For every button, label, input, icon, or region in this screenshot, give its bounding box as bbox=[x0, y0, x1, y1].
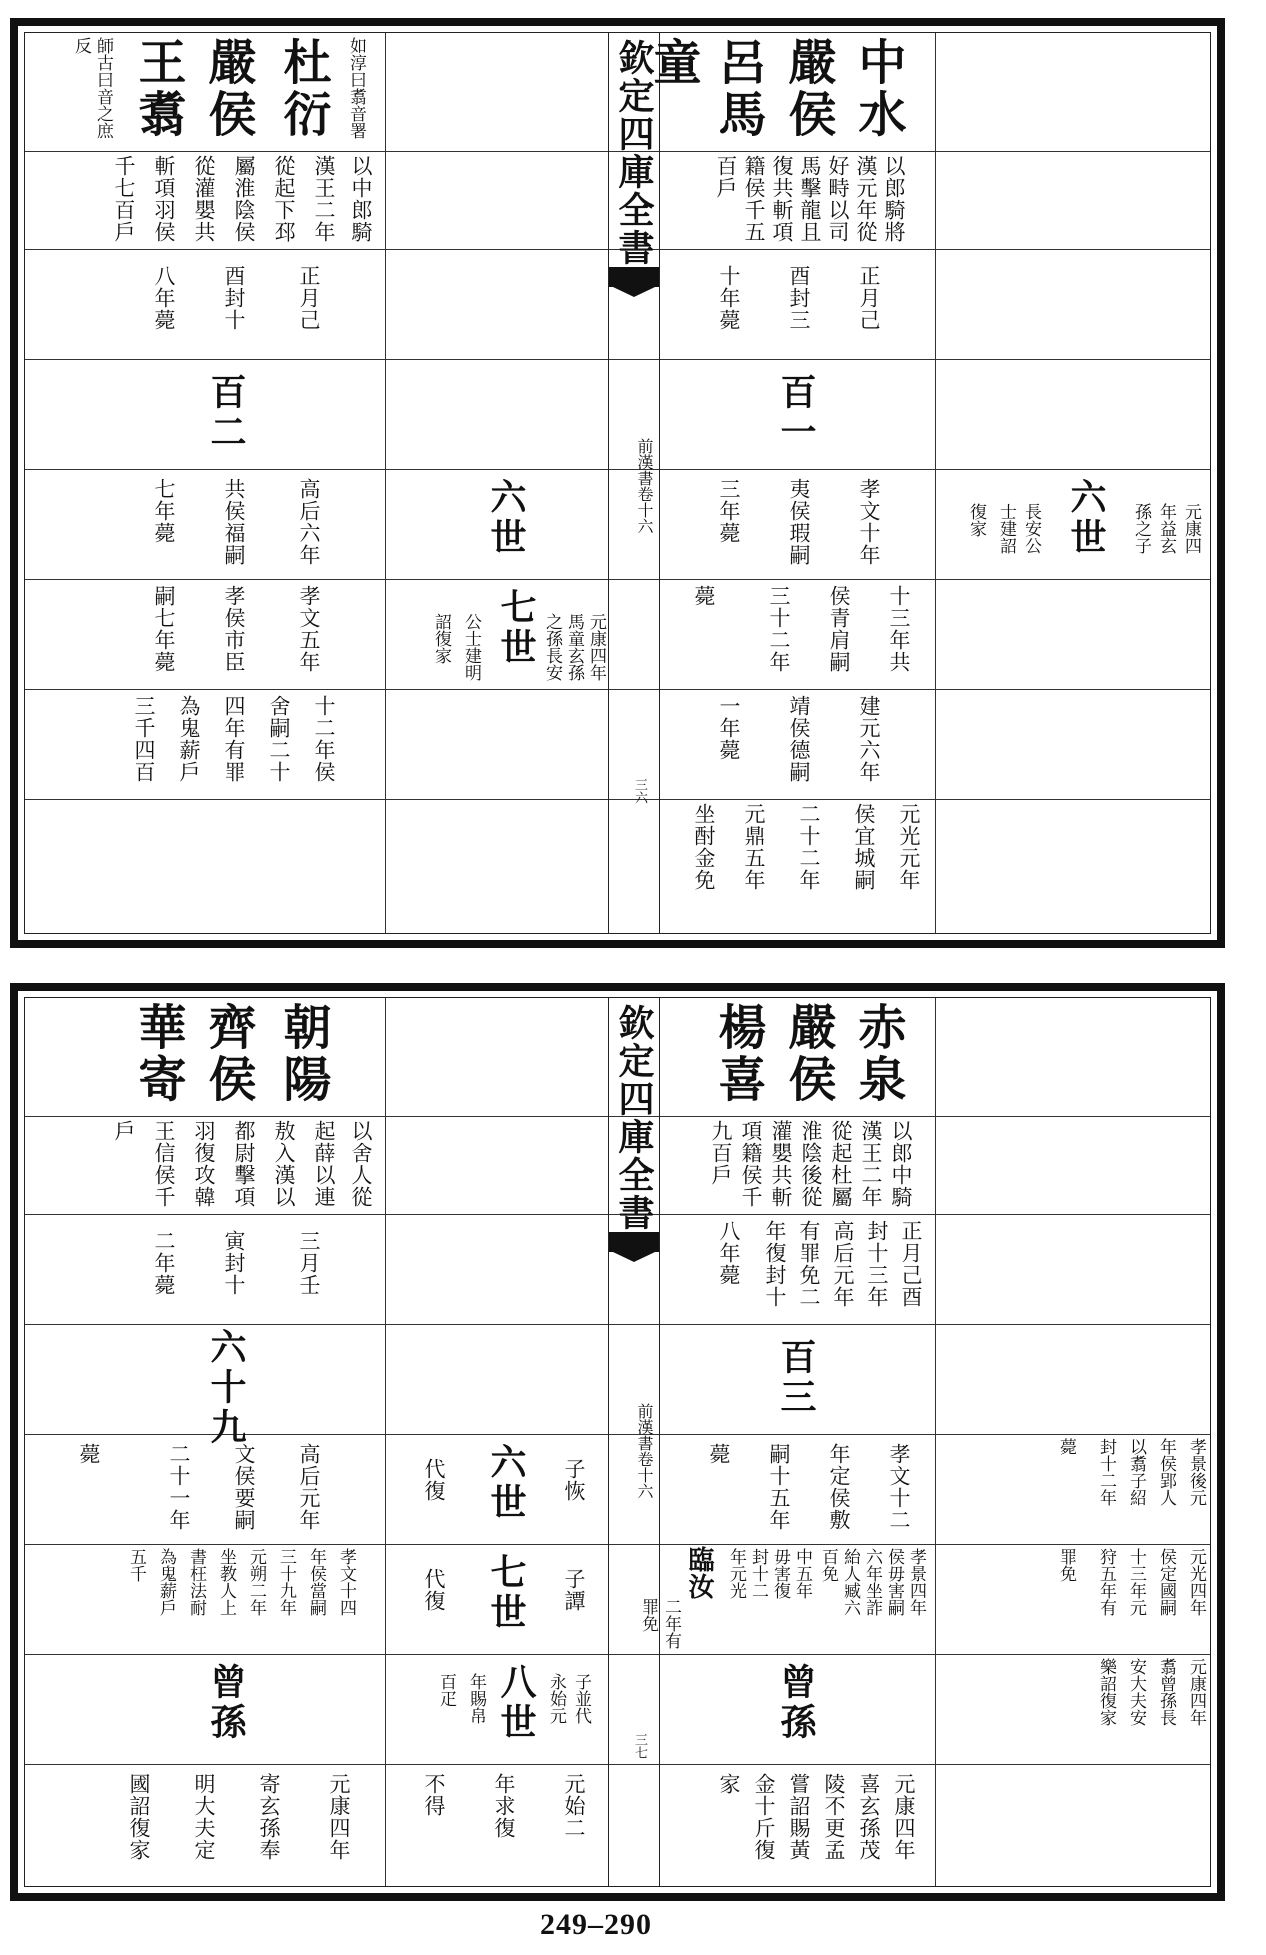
merit-line: 都尉擊項 bbox=[232, 1120, 256, 1208]
note-line: 不得 bbox=[422, 1773, 446, 1817]
heir-line: 高后六年 bbox=[297, 478, 321, 566]
merit-line: 百戶 bbox=[714, 155, 738, 199]
note-line: 嘗詔賜黃 bbox=[787, 1773, 811, 1861]
merit-line: 九百戶 bbox=[709, 1120, 733, 1186]
enfeoff-line: 酉封三 bbox=[787, 265, 811, 331]
heir-line: 孝文十四 bbox=[336, 1548, 356, 1616]
heir-line: 六年坐詐 bbox=[862, 1548, 882, 1616]
merit-line: 以郎騎將 bbox=[882, 155, 906, 243]
merit-line: 敖入漢以 bbox=[272, 1120, 296, 1208]
heir-line: 高后元年 bbox=[297, 1443, 321, 1531]
merit-line: 籍侯千五 bbox=[742, 155, 766, 243]
note-line: 元康四年 bbox=[1186, 1658, 1206, 1726]
generation-label: 六世 bbox=[485, 1443, 527, 1523]
heir-line: 年定侯敷 bbox=[827, 1443, 851, 1531]
note-line: 元始二 bbox=[562, 1773, 586, 1839]
posthumous-title: 齊侯 bbox=[200, 1002, 256, 1106]
heir-line: 元光四年 bbox=[1186, 1548, 1206, 1616]
merit-line: 好畤以司 bbox=[826, 155, 850, 243]
enfeoff-line: 十年薨 bbox=[717, 265, 741, 331]
heir-line: 年侯郢人 bbox=[1156, 1438, 1176, 1506]
merit-line: 千七百戶 bbox=[112, 155, 136, 243]
note-line: 安大夫安 bbox=[1126, 1658, 1146, 1726]
heir-line: 侯定國嗣 bbox=[1156, 1548, 1176, 1616]
note-line: 年求復 bbox=[492, 1773, 516, 1839]
posthumous-title: 嚴侯 bbox=[200, 37, 256, 141]
note-line: 元康四年 bbox=[892, 1773, 916, 1861]
note-line: 百疋 bbox=[436, 1673, 456, 1707]
book-title: 欽定四庫全書 bbox=[613, 39, 655, 267]
enfeoff-line: 酉封十 bbox=[222, 265, 246, 331]
enfeoff-line: 八年薨 bbox=[152, 265, 176, 331]
fish-tail-mark-icon bbox=[609, 267, 659, 287]
rank: 六十九 bbox=[205, 1328, 247, 1448]
enfeoff-line: 正月己酉 bbox=[899, 1220, 923, 1308]
fief-name: 赤泉 bbox=[850, 1002, 906, 1106]
merit-line: 以舍人從 bbox=[349, 1120, 373, 1208]
note-line: 金十斤復 bbox=[752, 1773, 776, 1861]
bottom-page-frame bbox=[24, 997, 1211, 1887]
merit-line: 王信侯千 bbox=[152, 1120, 176, 1208]
fief-name: 朝陽 bbox=[275, 1002, 331, 1106]
posthumous-title: 嚴侯 bbox=[780, 37, 836, 141]
heir-line: 元朔二年 bbox=[246, 1548, 266, 1616]
note-line: 代復 bbox=[422, 1568, 446, 1612]
note-line: 年賜帛 bbox=[466, 1673, 486, 1724]
heir-line: 孝文十二 bbox=[887, 1443, 911, 1531]
note-line: 二年有 bbox=[661, 1598, 681, 1649]
merit-line: 斬項羽侯 bbox=[152, 155, 176, 243]
merit-line: 灌嬰共斬 bbox=[769, 1120, 793, 1208]
note-line: 元康四年 bbox=[327, 1773, 351, 1861]
enfeoff-line: 高后元年 bbox=[831, 1220, 855, 1308]
fief-name: 中水 bbox=[850, 37, 906, 141]
enfeoff-line: 正月己 bbox=[297, 265, 321, 331]
name-note: 如淳曰翥音署 bbox=[346, 37, 366, 139]
person-name-cont: 童 bbox=[645, 37, 701, 89]
heir-line: 侯毋害嗣 bbox=[884, 1548, 904, 1616]
heir-line: 三千四百 bbox=[132, 695, 156, 783]
enfeoff-line: 正月己 bbox=[857, 265, 881, 331]
generation-label: 六世 bbox=[485, 478, 527, 558]
note-line: 寄玄孫奉 bbox=[257, 1773, 281, 1861]
enfeoff-line: 二年薨 bbox=[152, 1230, 176, 1296]
heir-line: 文侯要嗣 bbox=[232, 1443, 256, 1531]
volume-label: 前漢書卷十六 bbox=[635, 1403, 654, 1499]
note-line: 長安公 bbox=[1021, 503, 1041, 554]
note-line: 永始元 bbox=[546, 1673, 566, 1724]
heir-line: 封十二 bbox=[748, 1548, 768, 1599]
posthumous-title: 嚴侯 bbox=[780, 1002, 836, 1106]
heir-line: 三年薨 bbox=[717, 478, 741, 544]
heir-line: 侯宜城嗣 bbox=[852, 803, 876, 891]
heir-line: 坐教人上 bbox=[216, 1548, 236, 1616]
heir-line: 以翥子紹 bbox=[1126, 1438, 1146, 1506]
book-title: 欽定四庫全書 bbox=[613, 1004, 655, 1232]
heir-line: 五千 bbox=[126, 1548, 146, 1582]
bottom-page bbox=[10, 983, 1225, 1901]
enfeoff-line: 封十三年 bbox=[865, 1220, 889, 1308]
merit-line: 以郎中騎 bbox=[889, 1120, 913, 1208]
heir-line: 坐酎金免 bbox=[692, 803, 716, 891]
enfeoff-line: 三月壬 bbox=[297, 1230, 321, 1296]
bottom-gutter bbox=[608, 998, 660, 1886]
note-line: 樂詔復家 bbox=[1096, 1658, 1116, 1726]
heir-line: 中五年 bbox=[792, 1548, 812, 1599]
top-page bbox=[10, 18, 1225, 948]
heir-line: 毋害復 bbox=[770, 1548, 790, 1599]
heir-line: 三十九年 bbox=[276, 1548, 296, 1616]
page-caption: 249–290 bbox=[540, 1908, 652, 1941]
generation-label: 七世 bbox=[485, 1553, 527, 1633]
note-line: 喜玄孫茂 bbox=[857, 1773, 881, 1861]
fish-tail-mark-icon bbox=[609, 1232, 659, 1252]
fief-label: 臨汝 bbox=[684, 1546, 714, 1600]
person-name: 華寄 bbox=[130, 1002, 186, 1106]
heir-line: 建元六年 bbox=[857, 695, 881, 783]
fief-name: 杜衍 bbox=[275, 37, 331, 141]
heir-line: 靖侯德嗣 bbox=[787, 695, 811, 783]
note-line: 元康四年 bbox=[586, 613, 606, 681]
generation-label: 六世 bbox=[1065, 478, 1107, 558]
generation-label: 曾孫 bbox=[205, 1663, 247, 1743]
heir-line: 薨 bbox=[77, 1443, 101, 1465]
note-line: 陵不更孟 bbox=[822, 1773, 846, 1861]
merit-line: 漢王二年 bbox=[312, 155, 336, 243]
merit-line: 以中郎騎 bbox=[349, 155, 373, 243]
merit-line: 戶 bbox=[112, 1120, 136, 1142]
heir-line: 二十二年 bbox=[797, 803, 821, 891]
heir-line: 罪免 bbox=[1056, 1548, 1076, 1582]
note-line: 元康四 bbox=[1181, 503, 1201, 554]
note-line: 公士建明 bbox=[461, 613, 481, 681]
note-line: 士建詔 bbox=[996, 503, 1016, 554]
enfeoff-line: 八年薨 bbox=[717, 1220, 741, 1286]
note-line: 子譚 bbox=[562, 1568, 586, 1612]
person-name: 楊喜 bbox=[710, 1002, 766, 1106]
rank: 百二 bbox=[205, 373, 247, 453]
heir-line: 七年薨 bbox=[152, 478, 176, 544]
merit-line: 復共斬項 bbox=[770, 155, 794, 243]
note-line: 國詔復家 bbox=[127, 1773, 151, 1861]
note-line: 復家 bbox=[966, 503, 986, 537]
merit-line: 起薛以連 bbox=[312, 1120, 336, 1208]
heir-line: 舍嗣二十 bbox=[267, 695, 291, 783]
heir-line: 一年薨 bbox=[717, 695, 741, 761]
heir-line: 十三年共 bbox=[887, 585, 911, 673]
enfeoff-line: 寅封十 bbox=[222, 1230, 246, 1296]
rank: 百一 bbox=[775, 373, 817, 453]
heir-line: 二十一年 bbox=[167, 1443, 191, 1531]
page-number: 三六 bbox=[632, 778, 647, 804]
heir-line: 孝文十年 bbox=[857, 478, 881, 566]
heir-line: 元鼎五年 bbox=[742, 803, 766, 891]
generation-label: 八世 bbox=[495, 1663, 537, 1743]
heir-line: 嗣七年薨 bbox=[152, 585, 176, 673]
merit-line: 馬擊龍且 bbox=[798, 155, 822, 243]
heir-line: 孝景後元 bbox=[1186, 1438, 1206, 1506]
generation-label: 七世 bbox=[495, 588, 537, 668]
merit-line: 羽復攻韓 bbox=[192, 1120, 216, 1208]
heir-line: 孝侯市臣 bbox=[222, 585, 246, 673]
generation-label: 曾孫 bbox=[775, 1663, 817, 1743]
heir-line: 狩五年有 bbox=[1096, 1548, 1116, 1616]
heir-line: 十三年元 bbox=[1126, 1548, 1146, 1616]
heir-line: 百免 bbox=[818, 1548, 838, 1582]
heir-line: 侯青肩嗣 bbox=[827, 585, 851, 673]
top-page-frame bbox=[24, 32, 1211, 934]
heir-line: 十二年侯 bbox=[312, 695, 336, 783]
merit-line: 漢王二年 bbox=[859, 1120, 883, 1208]
merit-line: 屬淮陰侯 bbox=[232, 155, 256, 243]
heir-line: 為鬼薪戶 bbox=[156, 1548, 176, 1616]
note-line: 翥曾孫長 bbox=[1156, 1658, 1176, 1726]
merit-line: 從灌嬰共 bbox=[192, 155, 216, 243]
note-line: 詔復家 bbox=[431, 613, 451, 664]
heir-line: 四年有罪 bbox=[222, 695, 246, 783]
volume-label: 前漢書卷十六 bbox=[635, 438, 654, 534]
person-name: 王翥 bbox=[130, 37, 186, 141]
page-number: 三七 bbox=[632, 1733, 647, 1759]
heir-line: 年侯當嗣 bbox=[306, 1548, 326, 1616]
note-line: 家 bbox=[717, 1773, 741, 1795]
heir-line: 薨 bbox=[707, 1443, 731, 1465]
merit-line: 淮陰後從 bbox=[799, 1120, 823, 1208]
note-line: 罪免 bbox=[638, 1598, 658, 1632]
merit-line: 項籍侯千 bbox=[739, 1120, 763, 1208]
heir-line: 夷侯瑕嗣 bbox=[787, 478, 811, 566]
heir-line: 紿人臧六 bbox=[840, 1548, 860, 1616]
heir-line: 共侯福嗣 bbox=[222, 478, 246, 566]
person-name: 呂馬 bbox=[710, 37, 766, 141]
heir-line: 孝景四年 bbox=[906, 1548, 926, 1616]
heir-line: 書枉法耐 bbox=[186, 1548, 206, 1616]
heir-line: 薨 bbox=[1056, 1438, 1076, 1455]
note-line: 子恢 bbox=[562, 1458, 586, 1502]
heir-line: 孝文五年 bbox=[297, 585, 321, 673]
note-line: 代復 bbox=[422, 1458, 446, 1502]
heir-line: 為鬼薪戶 bbox=[177, 695, 201, 783]
top-gutter bbox=[608, 33, 660, 933]
enfeoff-line: 有罪免二 bbox=[797, 1220, 821, 1308]
heir-line: 三十二年 bbox=[767, 585, 791, 673]
enfeoff-line: 年復封十 bbox=[763, 1220, 787, 1308]
note-line: 之孫長安 bbox=[542, 613, 562, 681]
note-line: 子並代 bbox=[571, 1673, 591, 1724]
heir-line: 元光元年 bbox=[897, 803, 921, 891]
heir-line: 年元光 bbox=[726, 1548, 746, 1599]
note-line: 年益玄 bbox=[1156, 503, 1176, 554]
heir-line: 嗣十五年 bbox=[767, 1443, 791, 1531]
name-note: 師古曰音之庶反 bbox=[71, 37, 113, 139]
rank: 百三 bbox=[775, 1338, 817, 1418]
merit-line: 漢元年從 bbox=[854, 155, 878, 243]
heir-line: 薨 bbox=[692, 585, 716, 607]
merit-line: 從起杜屬 bbox=[829, 1120, 853, 1208]
note-line: 明大夫定 bbox=[192, 1773, 216, 1861]
note-line: 馬童玄孫 bbox=[564, 613, 584, 681]
merit-line: 從起下邳 bbox=[272, 155, 296, 243]
note-line: 孫之子 bbox=[1131, 503, 1151, 554]
heir-line: 封十二年 bbox=[1096, 1438, 1116, 1506]
